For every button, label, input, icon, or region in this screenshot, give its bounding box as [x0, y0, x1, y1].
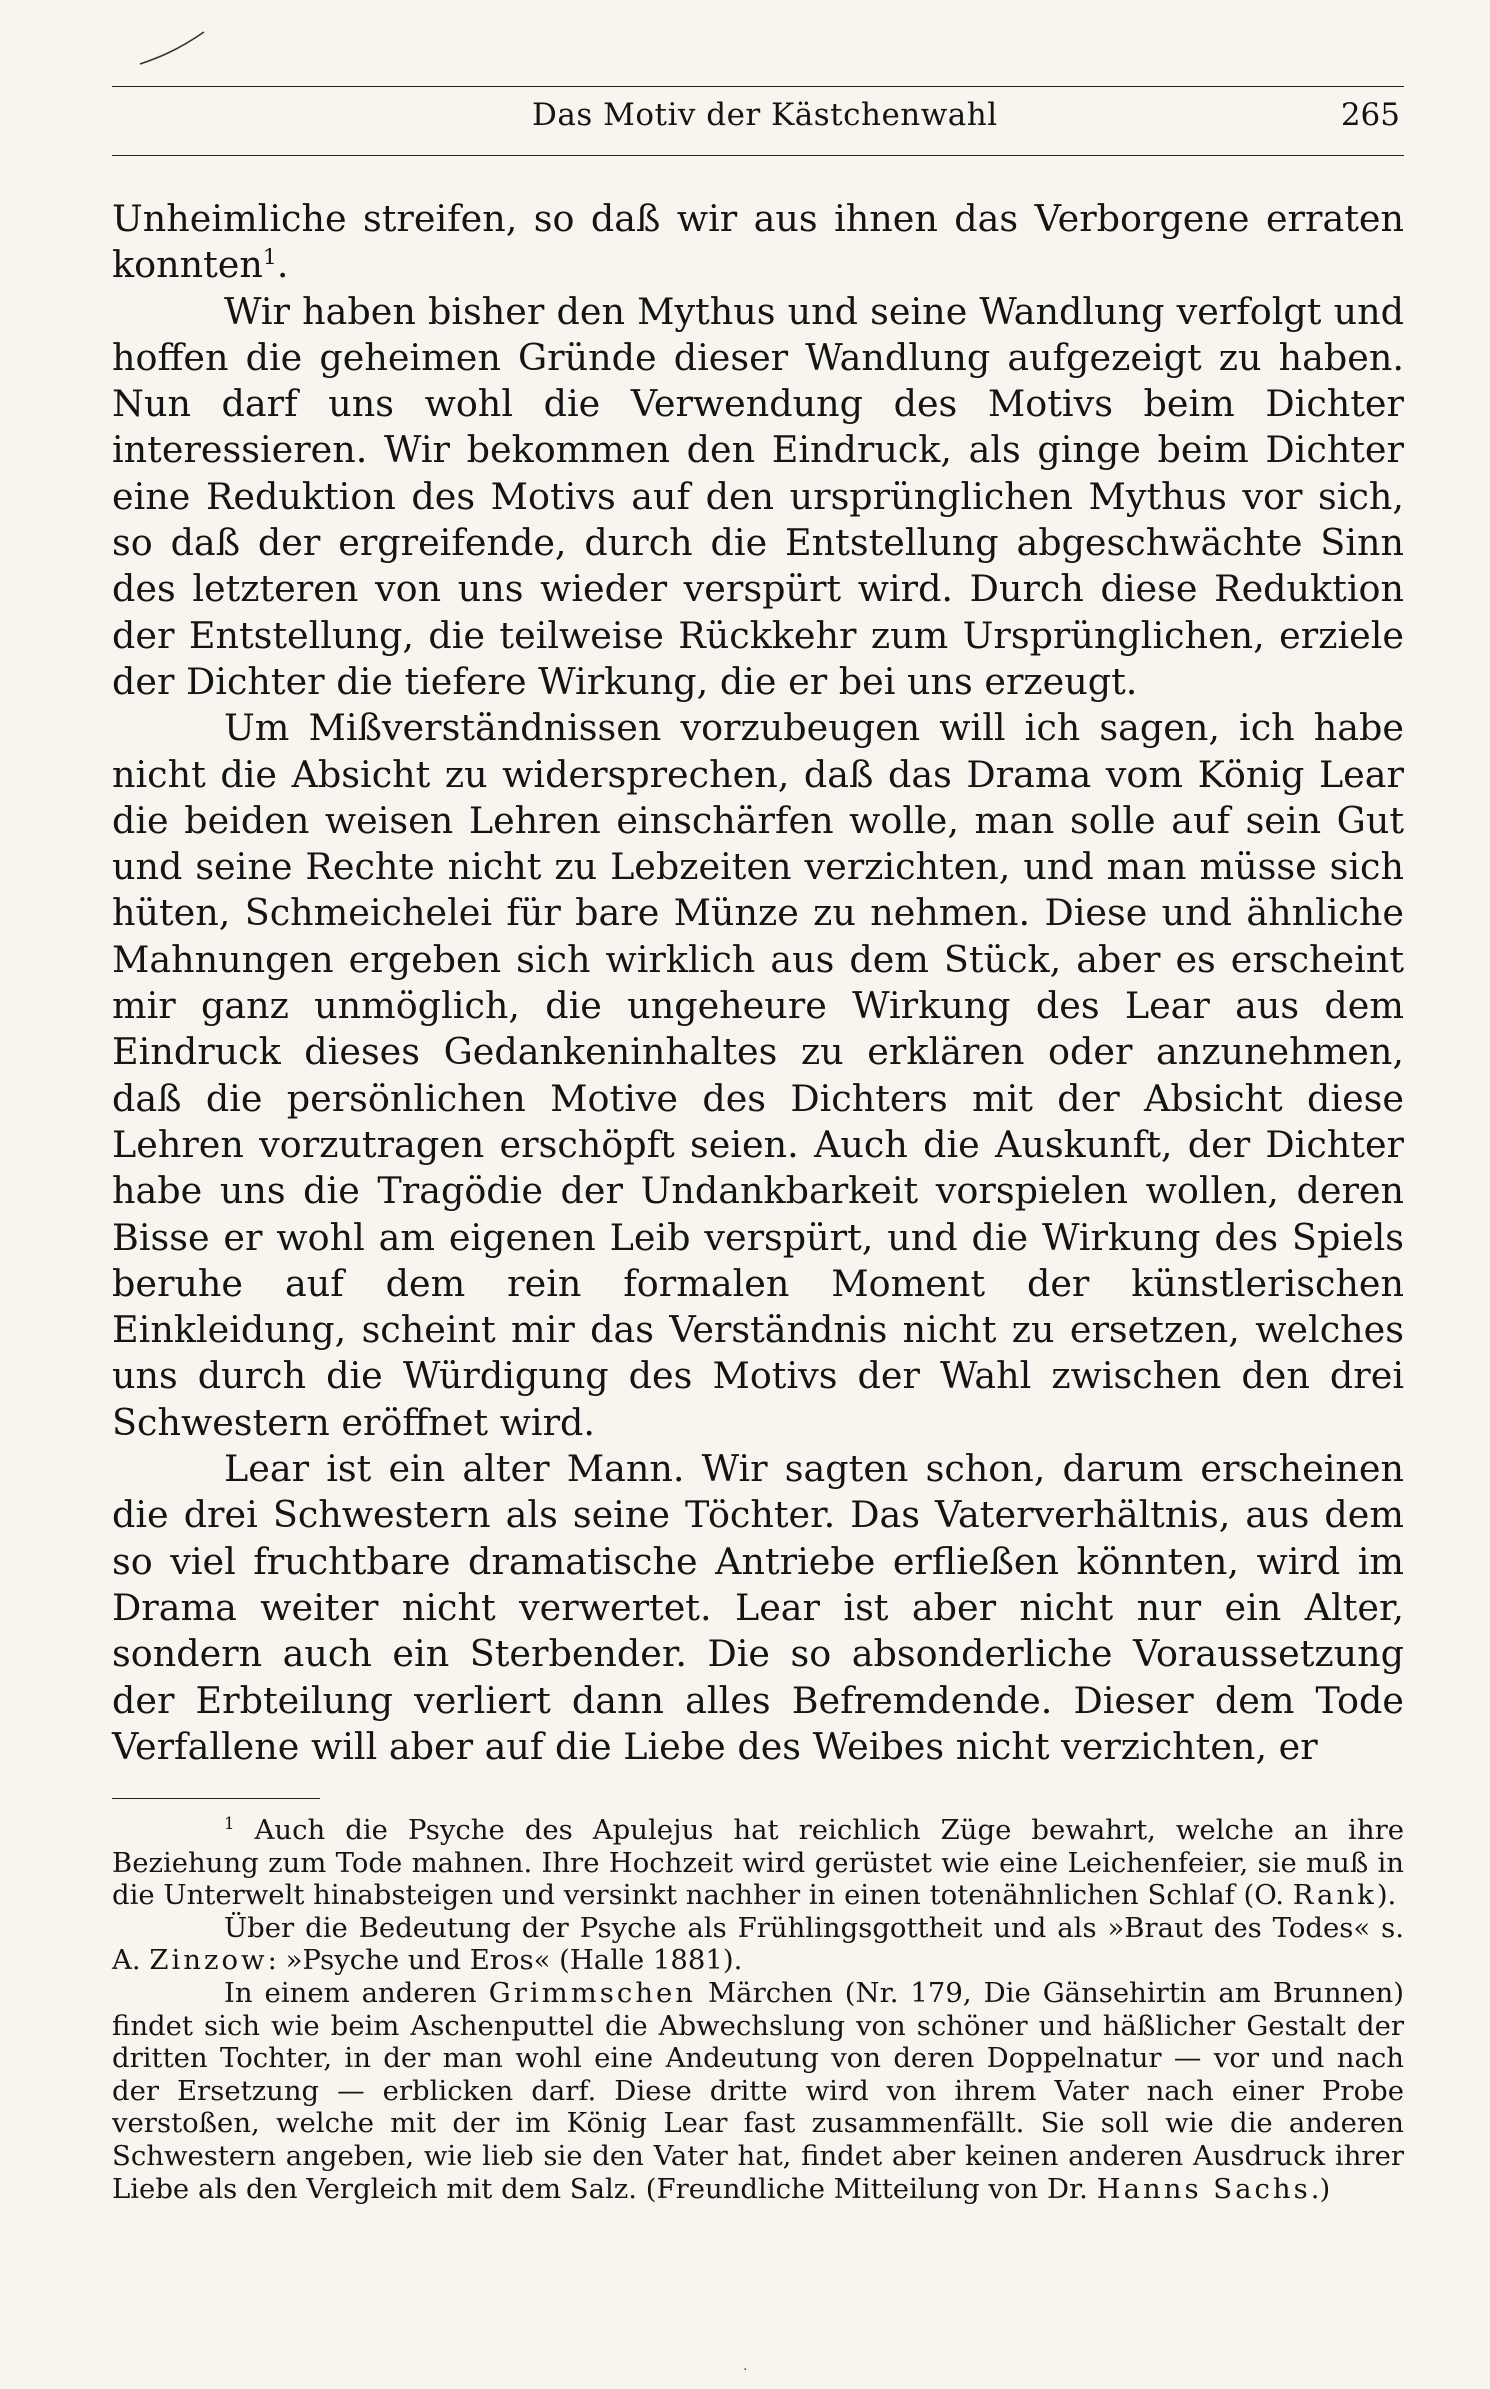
body-text: [112, 196, 1404, 1770]
footnote-divider: [112, 1798, 320, 1799]
paragraph-2: Wir haben bisher den Mythus und seine Wandlung verfolgt und hoffen die geheimen Gründe dieser Wandlung aufgezeigt zu haben. Nun darf uns wohl die Verwendung des Motivs beim Dichter interessieren. Wir bekommen den Eindruck, als ginge beim Dichter eine Reduktion des Motivs auf den ursprünglichen Mythus vor sich, so daß der ergreifende, durch die Entstellung abgeschwächte Sinn des letzteren von uns wieder verspürt wird. Durch diese Reduktion der Entstellung, die teilweise Rückkehr zum Ursprünglichen, erziele der Dichter die tiefere Wirkung, die er bei uns erzeugt.: [112, 289, 1404, 703]
margin-mark: .: [743, 2358, 748, 2374]
footnote-1-continued-1: Über die Bedeutung der Psyche als Frühlingsgottheit und als »Braut des Todes« s. A. Zinzow: »Psyche und Eros« (Halle 1881).: [112, 1911, 1404, 1977]
paragraph-3: Um Mißverständnissen vorzubeugen will ich sagen, ich habe nicht die Absicht zu widersprechen, daß das Drama vom König Lear die beiden weisen Lehren einschärfen wolle, man solle auf sein Gut und seine Rechte nicht zu Lebzeiten verzichten, und man müsse sich hüten, Schmeichelei für bare Münze zu nehmen. Diese und ähnliche Mahnungen ergeben sich wirklich aus dem Stück, aber es erscheint mir ganz unmöglich, die ungeheure Wirkung des Lear aus dem Eindruck dieses Gedankeninhaltes zu erklären oder anzunehmen, daß die persönlichen Motive des Dichters mit der Absicht diese Lehren vorzutragen erschöpft seien. Auch die Auskunft, der Dichter habe uns die Tragödie der Undankbarkeit vorspielen wollen, deren Bisse er wohl am eigenen Leib verspürt, und die Wirkung des Spiels beruhe auf dem rein formalen Moment der künstlerischen Einkleidung, scheint mir das Verständnis nicht zu ersetzen, welches uns durch die Würdigung des Motivs der Wahl zwischen den drei Schwestern eröffnet wird.: [112, 706, 1404, 1444]
footnote-1: $^1$ Auch die Psyche des Apulejus hat reichlich Züge bewahrt, welche an ihre Beziehung zum Tode mahnen. Ihre Hochzeit wird gerüstet wie eine Leichenfeier, sie muß in die Unterwelt hinabsteigen und versinkt nachher in einen totenähnlichen Schlaf (O. Rank).: [112, 1813, 1404, 1912]
pencil-mark-icon: [138, 28, 208, 68]
paragraph-1: Unheimliche streifen, so daß wir aus ihnen das Verborgene erraten konnten$^1$.: [112, 197, 1404, 287]
running-title: Das Motiv der Kästchenwahl: [532, 97, 998, 133]
footnote-ref-1[interactable]: 1: [262, 245, 277, 271]
paragraph-4: Lear ist ein alter Mann. Wir sagten schon, darum erscheinen die drei Schwestern als seine Töchter. Das Vaterverhältnis, aus dem so viel fruchtbare dramatische Antriebe erfließen könnten, wird im Drama weiter nicht verwertet. Lear ist aber nicht nur ein Alter, sondern auch ein Sterbender. Die so absonderliche Voraussetzung der Erbteilung verliert dann alles Befremdende. Dieser dem Tode Verfallene will aber auf die Liebe des Weibes nicht verzichten, er: [112, 1447, 1404, 1768]
page-number: 265: [1340, 97, 1400, 133]
running-head: [112, 86, 1404, 156]
footnote-1-continued-2: In einem anderen Grimmschen Märchen (Nr. 179, Die Gänsehirtin am Brunnen) findet sich wie beim Aschenputtel die Abwechslung von schöner und häßlicher Gestalt der dritten Tochter, in der man wohl eine Andeutung von deren Doppelnatur — vor und nach der Ersetzung — erblicken darf. Diese dritte wird von ihrem Vater nach einer Probe verstoßen, welche mit der im König Lear fast zusammenfällt. Sie soll wie die anderen Schwestern angeben, wie lieb sie den Vater hat, findet aber keinen anderen Ausdruck ihrer Liebe als den Vergleich mit dem Salz. (Freundliche Mitteilung von Dr. Hanns Sachs.): [112, 1976, 1404, 2205]
footnotes: [112, 1814, 1404, 2205]
